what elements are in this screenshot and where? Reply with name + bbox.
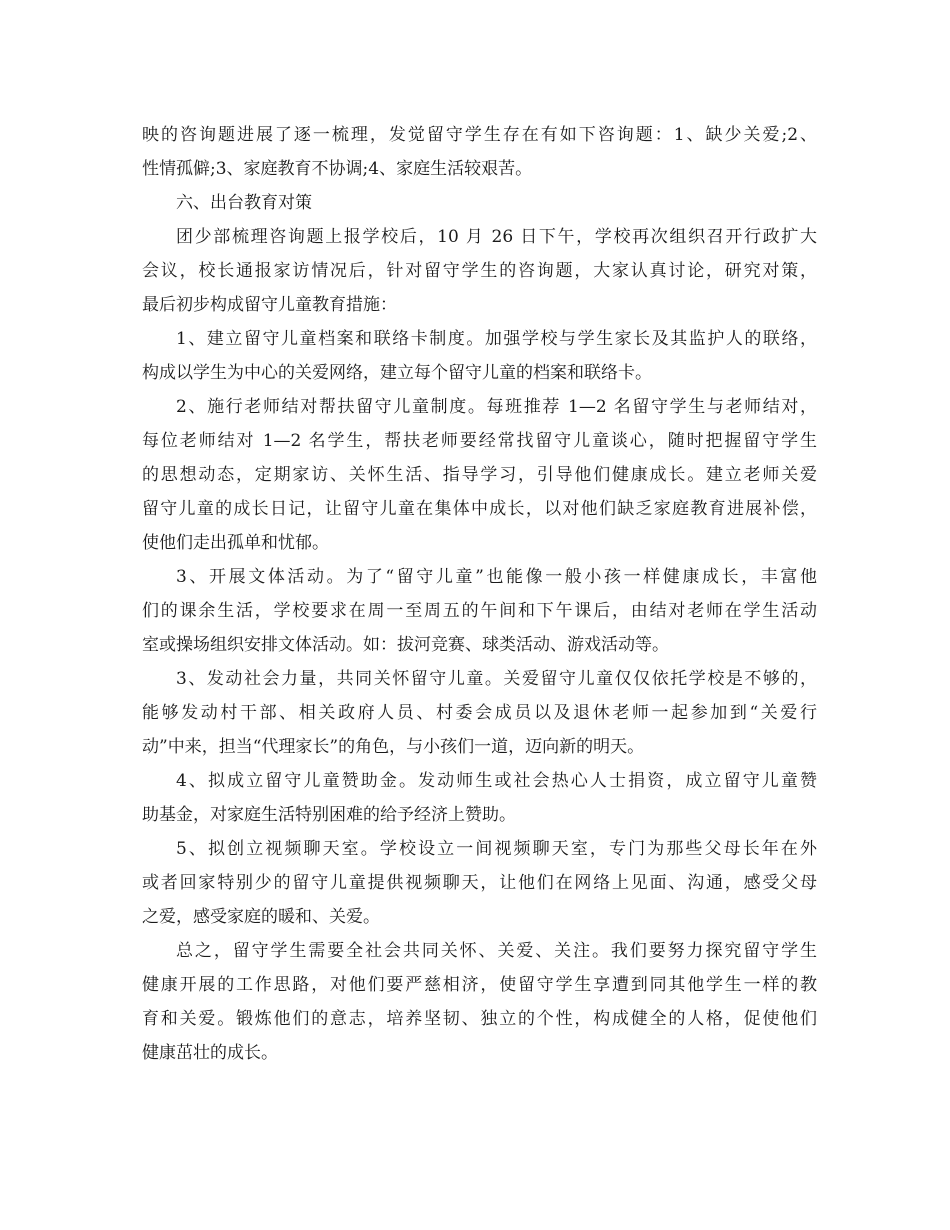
text-line: 3、发动社会力量，共同关怀留守儿童。关爱留守儿童仅仅依托学校是不够的， [176,669,817,689]
text-line: 室或操场组织安排文体活动。如：拔河竞赛、球类活动、游戏活动等。 [142,635,669,655]
text-line: 最后初步构成留守儿童教育措施： [142,295,397,315]
text-line: 团少部梳理咨询题上报学校后，10 月 26 日下午，学校再次组织召开行政扩大 [176,227,817,247]
text-line: 1、建立留守儿童档案和联络卡制度。加强学校与学生家长及其监护人的联络， [176,329,817,349]
text-line: 健康开展的工作思路，对他们要严慈相济，使留守学生享遭到同其他学生一样的教 [142,975,817,995]
text-line: 育和关爱。锻炼他们的意志，培养坚韧、独立的个性，构成健全的人格，促使他们 [142,1009,817,1029]
text-line: 3、开展文体活动。为了“留守儿童”也能像一般小孩一样健康成长，丰富他 [176,567,817,587]
text-line: 使他们走出孤单和忧郁。 [142,533,329,553]
text-line: 5、拟创立视频聊天室。学校设立一间视频聊天室，专门为那些父母长年在外 [176,839,817,859]
text-line: 4、拟成立留守儿童赞助金。发动师生或社会热心人士捐资，成立留守儿童赞 [176,771,817,791]
text-line: 构成以学生为中心的关爱网络，建立每个留守儿童的档案和联络卡。 [142,363,652,383]
text-line: 的思想动态，定期家访、关怀生活、指导学习，引导他们健康成长。建立老师关爱 [142,465,817,485]
text-line: 健康茁壮的成长。 [142,1043,278,1063]
text-line: 会议，校长通报家访情况后，针对留守学生的咨询题，大家认真讨论，研究对策， [142,261,817,281]
text-line: 映的咨询题进展了逐一梳理，发觉留守学生存在有如下咨询题：1、缺少关爱;2、 [142,125,817,145]
text-line: 之爱，感受家庭的暖和、关爱。 [142,907,380,927]
text-line: 或者回家特别少的留守儿童提供视频聊天，让他们在网络上见面、沟通，感受父母 [142,873,817,893]
text-line: 每位老师结对 1—2 名学生，帮扶老师要经常找留守儿童谈心，随时把握留守学生 [142,431,817,451]
text-line: 性情孤僻;3、家庭教育不协调;4、家庭生活较艰苦。 [142,159,533,179]
document-body [142,118,817,1070]
text-line: 总之，留守学生需要全社会共同关怀、关爱、关注。我们要努力探究留守学生 [176,941,817,961]
text-line: 留守儿童的成长日记，让留守儿童在集体中成长，以对他们缺乏家庭教育进展补偿， [142,499,817,519]
text-line: 能够发动村干部、相关政府人员、村委会成员以及退休老师一起参加到“关爱行 [142,703,817,723]
text-line: 动”中来，担当“代理家长”的角色，与小孩们一道，迈向新的明天。 [142,737,645,757]
text-line: 们的课余生活，学校要求在周一至周五的午间和下午课后，由结对老师在学生活动 [142,601,817,621]
text-line: 2、施行老师结对帮扶留守儿童制度。每班推荐 1—2 名留守学生与老师结对， [176,397,817,417]
section-heading: 六、出台教育对策 [176,193,312,213]
text-line: 助基金，对家庭生活特别困难的给予经济上赞助。 [142,805,516,825]
